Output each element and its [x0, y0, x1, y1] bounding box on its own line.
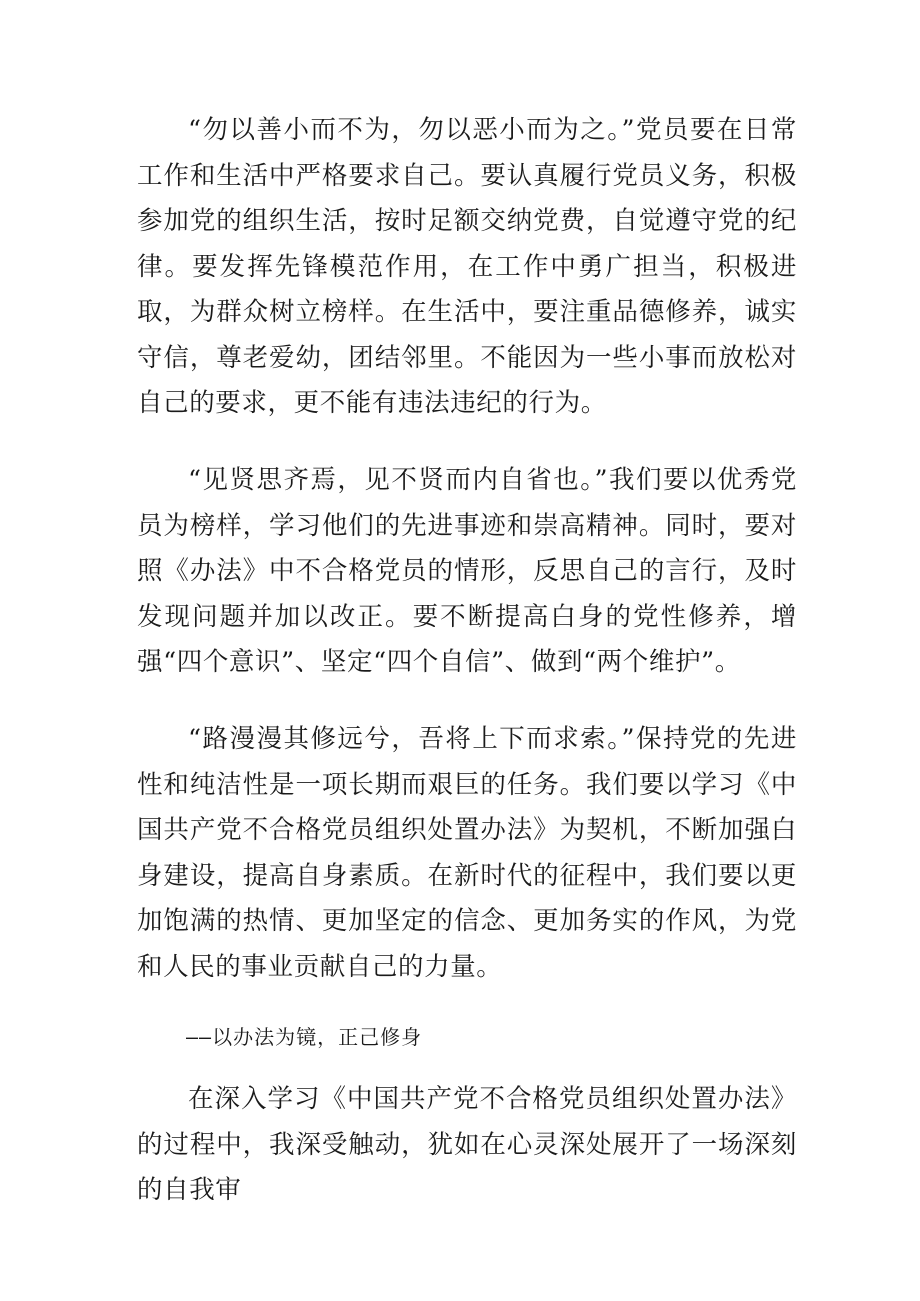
paragraph-1: “勿以善小而不为，勿以恶小而为之。”党员要在日常工作和生活中严格要求自己。要认真履行党员义务，积极参加党的组织生活，按时足额交纳党费，自觉遵守党的纪律。要发挥先锋模范作用，在工作中勇广担当，积极进取，为群众树立榜样。在生活中，要注重品德修养，诚实守信，尊老爱幼，团结邻里。不能因为一些小事而放松对自己的要求，更不能有违法违纪的行为。: [137, 115, 797, 418]
paragraph-3: “路漫漫其修远兮，吾将上下而求索。”保持党的先进性和纯洁性是一项长期而艰巨的任务。我们要以学习《中国共产党不合格党员组织处置办法》为契机，不断加强白身建设，提高自身素质。在新时代的征程中，我们要以更加饱满的热情、更加坚定的信念、更加务实的作风，为党和人民的事业贡献自己的力量。: [137, 724, 797, 982]
section-signature: ——以办法为镜，正己修身: [186, 1025, 423, 1049]
paragraph-2: “见贤思齐焉，见不贤而内自省也。”我们要以优秀党员为榜样，学习他们的先进事迹和崇高精神。同时，要对照《办法》中不合格党员的情形，反思自己的言行，及时发现问题并加以改正。要不断提高白身的党性修养，增强“四个意识”、坚定“四个自信”、做到“两个维护”。: [137, 465, 797, 677]
paragraph-4: 在深入学习《中国共产党不合格党员组织处置办法》的过程中，我深受触动，犹如在心灵深处展开了一场深刻的自我审: [137, 1084, 797, 1205]
